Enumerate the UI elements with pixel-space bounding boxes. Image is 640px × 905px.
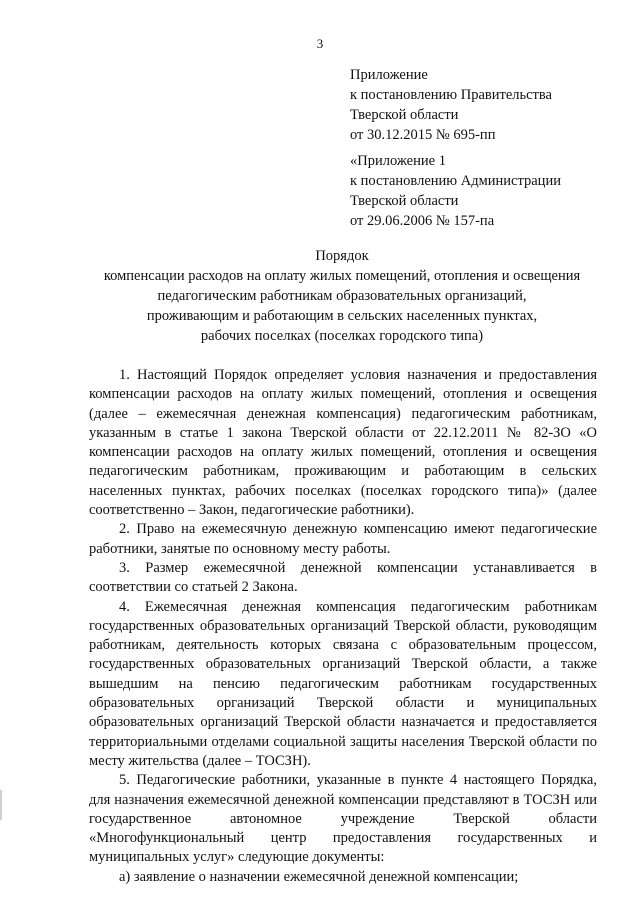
document-subtitle-line: компенсации расходов на оплату жилых помещений, отопления и освещения	[103, 268, 581, 284]
paragraph-1: 1. Настоящий Порядок определяет условия назначения и предоставления компенсации расходов на оплату жилых помещений, отопления и освещения (далее – ежемесячная денежная компенсация) педагогическим работникам, указанным в статье 1 закона Тверской области от 22.12.2011 № 82-ЗО «О компенсации расходов на оплату жилых помещений, отопления и освещения педагогическим работникам, проживающим и работающим в сельских населенных пунктах, рабочих поселках (поселках городского типа)» (далее соответственно – Закон, педагогические работники).	[89, 367, 597, 519]
appendix-line: от 29.06.2006 № 157-па	[350, 213, 495, 229]
page-number: 3	[316, 36, 324, 51]
appendix-line: Тверской области	[350, 193, 459, 209]
appendix-line: Тверской области	[350, 107, 459, 123]
paragraph-2: 2. Право на ежемесячную денежную компенсацию имеют педагогические работники, занятые по основному месту работы.	[89, 521, 597, 557]
document-subtitle-line: проживающим и работающим в сельских населенных пунктах,	[146, 308, 538, 324]
paragraph-3: 3. Размер ежемесячной денежной компенсации устанавливается в соответствии со статьей 2 Закона.	[89, 559, 597, 596]
appendix-block-original	[350, 151, 620, 231]
paragraph-4: 4. Ежемесячная денежная компенсация педагогическим работникам государственных образовательных организаций Тверской области, руководящим работникам, деятельность которых связана с образовательным процессом, государственных образовательных организаций Тверской области, а также вышедшим на пенсию педагогическим работникам государственных образовательных организаций Тверской области и муниципальных образовательных организаций Тверской области назначается и предоставляется территориальными отделами социальной защиты населения Тверской области по месту жительства (далее – ТОСЗН).	[89, 598, 597, 769]
appendix-block-current	[350, 65, 620, 145]
appendix-line: к постановлению Администрации	[350, 173, 561, 189]
document-heading	[82, 246, 602, 346]
appendix-line: Приложение	[350, 67, 428, 83]
paragraph-5a: а) заявление о назначении ежемесячной денежной компенсации;	[119, 868, 519, 885]
appendix-line: «Приложение 1	[350, 153, 446, 169]
appendix-line: от 30.12.2015 № 695-пп	[350, 127, 496, 143]
document-body	[89, 366, 597, 887]
paragraph-5: 5. Педагогические работники, указанные в пункте 4 настоящего Порядка, для назначения ежемесячной денежной компенсации представляют в ТОСЗН или государственное автономное учреждение Тверской области «Многофункциональный центр предоставления государственных и муниципальных услуг» следующие документы:	[89, 772, 597, 866]
document-title: Порядок	[315, 248, 369, 264]
document-subtitle-line: рабочих поселках (поселках городского типа)	[200, 328, 484, 344]
document-subtitle-line: педагогическим работникам образовательных организаций,	[157, 288, 527, 304]
scan-margin-mark	[0, 790, 2, 820]
appendix-line: к постановлению Правительства	[350, 87, 552, 103]
